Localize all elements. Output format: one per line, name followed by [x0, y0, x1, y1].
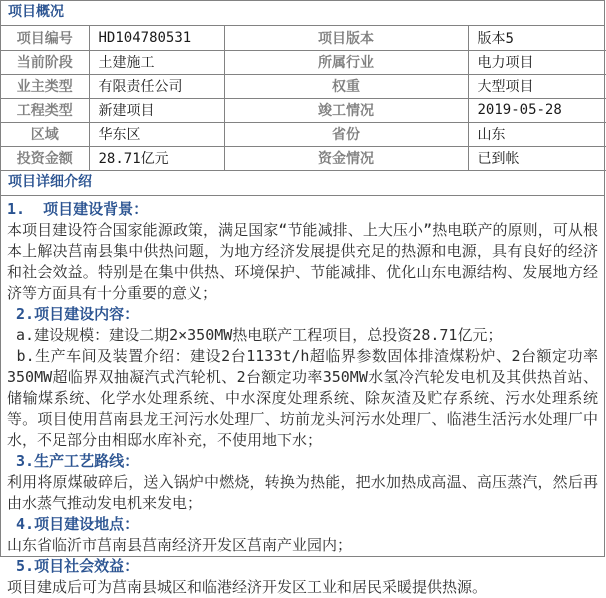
field-label: 竣工情况	[224, 98, 468, 122]
field-value: 土建施工	[89, 50, 224, 74]
overview-table	[1, 26, 606, 171]
section-paragraph: 利用将原煤破碎后，送入锅炉中燃烧，转换为热能，把水加热成高温、高压蒸汽，然后再由水蒸气推动发电机来发电；	[7, 472, 598, 512]
section-paragraph: a.建设规模：建设二期2×350MW热电联产工程项目，总投资28.71亿元；	[7, 325, 503, 344]
field-label: 工程类型	[1, 98, 89, 122]
field-value: 大型项目	[468, 74, 606, 98]
section-paragraph: b.生产车间及装置介绍：建设2台1133t/h超临界参数固体排渣煤粉炉、2台额定功率350MW超临界双抽凝汽式汽轮机、2台额定功率350MW水氢冷汽轮发电机及其供热首站、储输煤系统、化学水处理系统、中水深度处理系统、除灰渣及贮存系统、污水处理系统等。项目使用莒南县龙王河污水处理厂、坊前龙头河污水处理厂、临港生活污水处理厂中水，不足部分由相邸水库补充，不使用地下水；	[7, 346, 599, 449]
overview-section-title: 项目概况	[1, 1, 604, 26]
section-heading-content: 2.项目建设内容：	[7, 304, 140, 323]
field-label: 所属行业	[224, 50, 468, 74]
section-heading-benefit: 5.项目社会效益：	[7, 556, 140, 575]
field-value: 华东区	[89, 122, 224, 146]
field-value: 已到帐	[468, 146, 606, 170]
table-row	[1, 122, 606, 146]
field-label: 资金情况	[224, 146, 468, 170]
field-value: 28.71亿元	[89, 146, 224, 170]
field-label: 投资金额	[1, 146, 89, 170]
field-value: 电力项目	[468, 50, 606, 74]
field-label: 权重	[224, 74, 468, 98]
section-paragraph: 山东省临沂市莒南县莒南经济开发区莒南产业园内；	[7, 535, 353, 554]
field-label: 业主类型	[1, 74, 89, 98]
details-body	[1, 196, 604, 598]
section-paragraph: 本项目建设符合国家能源政策，满足国家“节能减排、上大压小”热电联产的原则，可从根本上解决莒南县集中供热问题，为地方经济发展提供充足的热源和电源，具有良好的经济和社会效益。特别是在集中供热、环境保护、节能减排、优化山东电源结构、发展地方经济等方面具有十分重要的意义；	[7, 220, 598, 302]
field-value: 新建项目	[89, 98, 224, 122]
section-heading-background: 1. 项目建设背景：	[7, 199, 149, 218]
field-label: 项目编号	[1, 26, 89, 50]
field-label: 省份	[224, 122, 468, 146]
table-row	[1, 50, 606, 74]
field-value: 2019-05-28	[468, 98, 606, 122]
details-section-title: 项目详细介绍	[1, 171, 604, 196]
table-row	[1, 146, 606, 170]
field-label: 当前阶段	[1, 50, 89, 74]
field-label: 项目版本	[224, 26, 468, 50]
field-value: 山东	[468, 122, 606, 146]
field-value: HD104780531	[89, 26, 224, 50]
section-paragraph: 项目建成后可为莒南县城区和临港经济开发区工业和居民采暖提供热源。	[7, 577, 488, 596]
table-row	[1, 26, 606, 50]
section-heading-process: 3.生产工艺路线：	[7, 451, 140, 470]
table-row	[1, 98, 606, 122]
field-value: 有限责任公司	[89, 74, 224, 98]
field-value: 版本5	[468, 26, 606, 50]
table-row	[1, 74, 606, 98]
field-label: 区域	[1, 122, 89, 146]
section-heading-location: 4.项目建设地点：	[7, 514, 140, 533]
